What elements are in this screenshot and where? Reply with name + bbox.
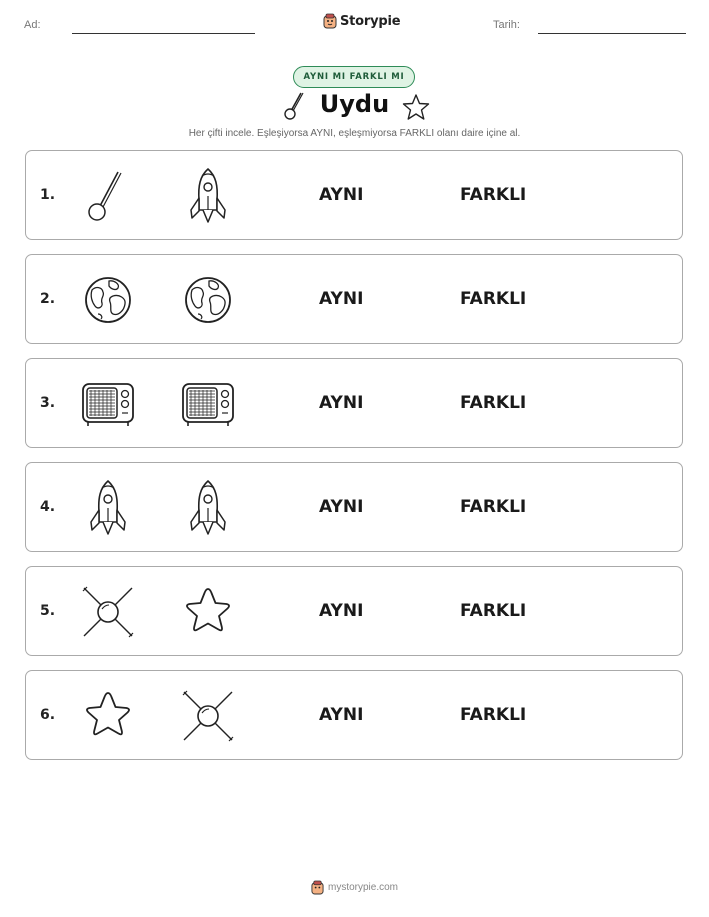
exercise-row (25, 462, 683, 552)
exercise-row (25, 358, 683, 448)
star-icon (401, 93, 431, 121)
television-icon (78, 374, 138, 434)
page-title: Uydu (319, 90, 390, 118)
rocket-icon (78, 478, 138, 538)
option-same[interactable]: AYNI (319, 185, 364, 205)
name-field[interactable] (72, 33, 255, 34)
footer (0, 880, 709, 895)
exercise-row (25, 254, 683, 344)
option-different[interactable]: FARKLI (460, 601, 527, 621)
brand-name: Storypie (340, 13, 401, 29)
satellite-icon (178, 686, 238, 746)
option-same[interactable]: AYNI (319, 601, 364, 621)
television-icon (178, 374, 238, 434)
row-number: 2. (40, 291, 56, 307)
row-number: 1. (40, 187, 56, 203)
satellite-icon (78, 582, 138, 642)
brand-logo (323, 13, 400, 29)
row-number: 6. (40, 707, 56, 723)
row-number: 3. (40, 395, 56, 411)
option-same[interactable]: AYNI (319, 705, 364, 725)
storypie-mascot-icon (323, 13, 337, 29)
earth-icon (78, 270, 138, 330)
footer-site: mystorypie.com (327, 882, 398, 893)
earth-icon (178, 270, 238, 330)
row-number: 5. (40, 603, 56, 619)
option-different[interactable]: FARKLI (460, 393, 527, 413)
option-different[interactable]: FARKLI (460, 497, 527, 517)
satellite-dish-icon (78, 166, 138, 226)
exercise-row (25, 566, 683, 656)
option-different[interactable]: FARKLI (460, 705, 527, 725)
date-field[interactable] (538, 33, 686, 34)
option-different[interactable]: FARKLI (460, 289, 527, 309)
exercise-row (25, 670, 683, 760)
name-label: Ad: (24, 19, 41, 31)
rocket-icon (178, 478, 238, 538)
star-icon (178, 582, 238, 642)
storypie-mascot-icon (311, 880, 324, 895)
instructions: Her çifti incele. Eşleşiyorsa AYNI, eşleşmiyorsa FARKLI olanı daire içine al. (188, 128, 521, 139)
option-different[interactable]: FARKLI (460, 185, 527, 205)
rocket-icon (178, 166, 238, 226)
star-icon (78, 686, 138, 746)
option-same[interactable]: AYNI (319, 289, 364, 309)
exercise-row (25, 150, 683, 240)
option-same[interactable]: AYNI (319, 393, 364, 413)
option-same[interactable]: AYNI (319, 497, 364, 517)
worksheet-badge: AYNI MI FARKLI MI (293, 66, 415, 88)
row-number: 4. (40, 499, 56, 515)
date-label: Tarih: (493, 19, 520, 31)
